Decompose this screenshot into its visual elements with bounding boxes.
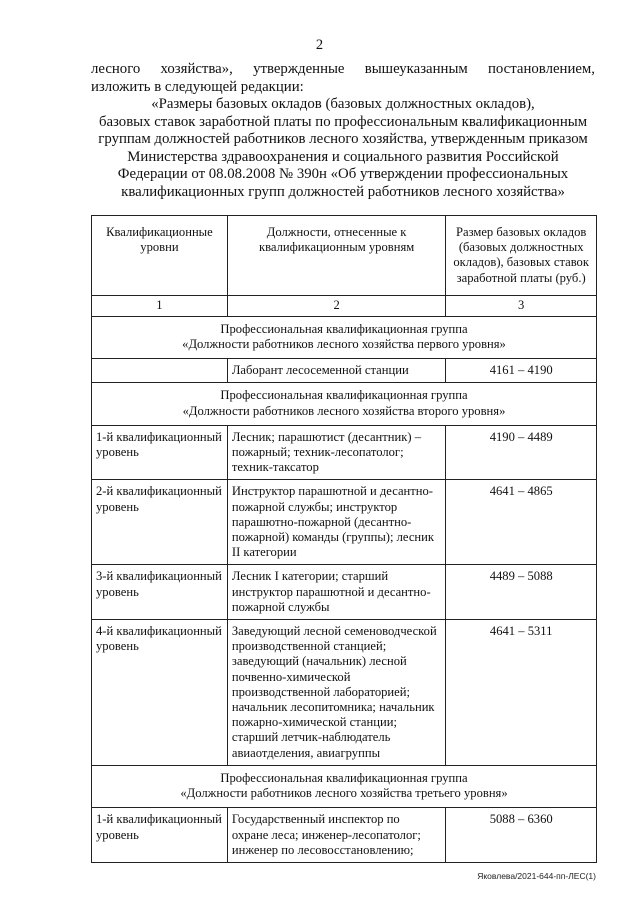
- position-line: пожарной службы: [231, 599, 330, 614]
- header-line: заработной платы (руб.): [456, 270, 586, 285]
- title-line: Министерства здравоохранения и социального развития Российской: [127, 148, 559, 165]
- position-line: инженер по лесовосстановлению;: [231, 842, 414, 857]
- title-line: базовых ставок заработной платы по профессиональным квалификационным: [98, 113, 588, 130]
- group-title-line: Профессиональная квалификационная группа: [220, 770, 468, 785]
- qualification-level-cell: [92, 480, 228, 565]
- qualification-level-cell: [92, 425, 228, 480]
- group-row: [92, 383, 597, 425]
- group-title-line: «Должности работников лесного хозяйства первого уровня»: [182, 337, 506, 352]
- position-line: Инструктор парашютной и десантно-: [231, 484, 434, 499]
- title-line: Федерации от 08.08.2008 № 390н «Об утверждении профессиональных: [117, 166, 569, 182]
- qualification-level-cell: [92, 359, 228, 383]
- column-number: 1: [92, 295, 228, 316]
- position-line: Государственный инспектор по: [231, 812, 400, 827]
- header-line: уровни: [140, 240, 179, 255]
- page-number: 2: [315, 37, 324, 53]
- group-row: [92, 316, 597, 358]
- level-line: 4-й квалификационный: [96, 624, 222, 639]
- level-line: уровень: [96, 827, 139, 842]
- positions-cell: [227, 620, 445, 766]
- position-line: пожарной) команды (группы); лесник: [231, 530, 435, 545]
- table-row: [92, 480, 597, 565]
- group-title-line: «Должности работников лесного хозяйства второго уровня»: [182, 403, 506, 418]
- title-line: группам должностей работников лесного хозяйства, утвержденным приказом: [98, 131, 588, 147]
- group-title-line: Профессиональная квалификационная группа: [220, 321, 468, 336]
- header-line: окладов), базовых ставок: [453, 255, 589, 270]
- qualification-level-cell: [92, 620, 228, 766]
- table-row: [92, 359, 597, 383]
- table-row: [92, 565, 597, 620]
- salary-range: 4190 – 4489: [446, 425, 597, 480]
- position-line: парашютно-пожарной (десантно-: [231, 514, 412, 529]
- title-line: квалификационных групп должностей работников лесного хозяйства»: [121, 183, 565, 200]
- position-line: Лаборант лесосеменной станции: [231, 363, 409, 378]
- level-line: 2-й квалификационный: [96, 484, 222, 499]
- position-line: старший летчик-наблюдатель: [231, 730, 391, 745]
- title-line: «Размеры базовых окладов (базовых должностных окладов),: [151, 96, 535, 112]
- header-row: [92, 216, 597, 296]
- level-line: 3-й квалификационный: [96, 569, 222, 584]
- level-line: 1-й квалификационный: [96, 429, 222, 444]
- salary-range: 5088 – 6360: [446, 808, 597, 863]
- intro-line: изложить в следующей редакции:: [91, 78, 304, 95]
- qualification-level-cell: [92, 565, 228, 620]
- column-header: [446, 216, 597, 296]
- header-line: Должности, отнесенные к: [266, 225, 407, 239]
- column-number: 3: [446, 295, 597, 316]
- table-row: [92, 620, 597, 766]
- position-line: производственной лабораторией;: [231, 684, 410, 699]
- position-line: пожарно-химической станции;: [231, 715, 397, 730]
- table-row: [92, 425, 597, 480]
- table-title: [82, 96, 604, 201]
- header-line: квалификационным уровням: [259, 240, 415, 255]
- group-title-line: «Должности работников лесного хозяйства третьего уровня»: [180, 786, 508, 801]
- positions-cell: [227, 808, 445, 863]
- intro-line: лесного хозяйства», утвержденные вышеуказанным постановлением,: [91, 61, 595, 77]
- column-header: [227, 216, 445, 296]
- level-line: уровень: [96, 639, 139, 654]
- column-header: [92, 216, 228, 296]
- salary-range: 4641 – 5311: [446, 620, 597, 766]
- position-line: охране леса; инженер-лесопатолог;: [231, 827, 421, 842]
- table-row: [92, 808, 597, 863]
- salary-range: 4161 – 4190: [446, 359, 597, 383]
- positions-cell: [227, 359, 445, 383]
- positions-cell: [227, 565, 445, 620]
- positions-cell: [227, 480, 445, 565]
- header-line: (базовых должностных: [458, 240, 584, 255]
- position-line: пожарной службы; инструктор: [231, 499, 398, 514]
- salary-range: 4489 – 5088: [446, 565, 597, 620]
- position-line: техник-таксатор: [231, 460, 319, 475]
- position-line: Лесник; парашютист (десантник) –: [231, 429, 422, 444]
- positions-cell: [227, 425, 445, 480]
- level-line: уровень: [96, 445, 139, 460]
- qualification-level-cell: [92, 808, 228, 863]
- column-number-row: [92, 295, 597, 316]
- group-row: [92, 765, 597, 807]
- header-line: Квалификационные: [106, 225, 213, 239]
- intro-paragraph: [91, 61, 595, 96]
- document-reference: Яковлева/2021-644-пп-ЛЕС(1): [477, 871, 596, 881]
- column-number: 2: [227, 295, 445, 316]
- level-line: 1-й квалификационный: [96, 812, 222, 827]
- salary-table: [91, 215, 597, 863]
- position-line: почвенно-химической: [231, 669, 351, 684]
- position-line: пожарный; техник-лесопатолог;: [231, 445, 404, 460]
- position-line: начальник лесопитомника; начальник: [231, 700, 435, 715]
- level-line: уровень: [96, 584, 139, 599]
- position-line: авиаотделения, авиагруппы: [231, 745, 381, 760]
- salary-range: 4641 – 4865: [446, 480, 597, 565]
- group-title-line: Профессиональная квалификационная группа: [220, 388, 468, 403]
- level-line: уровень: [96, 499, 139, 514]
- group-title: [92, 316, 597, 358]
- group-title: [92, 383, 597, 425]
- header-line: Размер базовых окладов: [455, 225, 587, 239]
- position-line: инструктор парашютной и десантно-: [231, 584, 431, 599]
- group-title: [92, 765, 597, 807]
- position-line: Лесник I категории; старший: [231, 569, 389, 584]
- position-line: Заведующий лесной семеноводческой: [231, 624, 437, 639]
- position-line: заведующий (начальник) лесной: [231, 654, 407, 669]
- position-line: II категории: [231, 545, 297, 560]
- position-line: производственной станцией;: [231, 639, 387, 654]
